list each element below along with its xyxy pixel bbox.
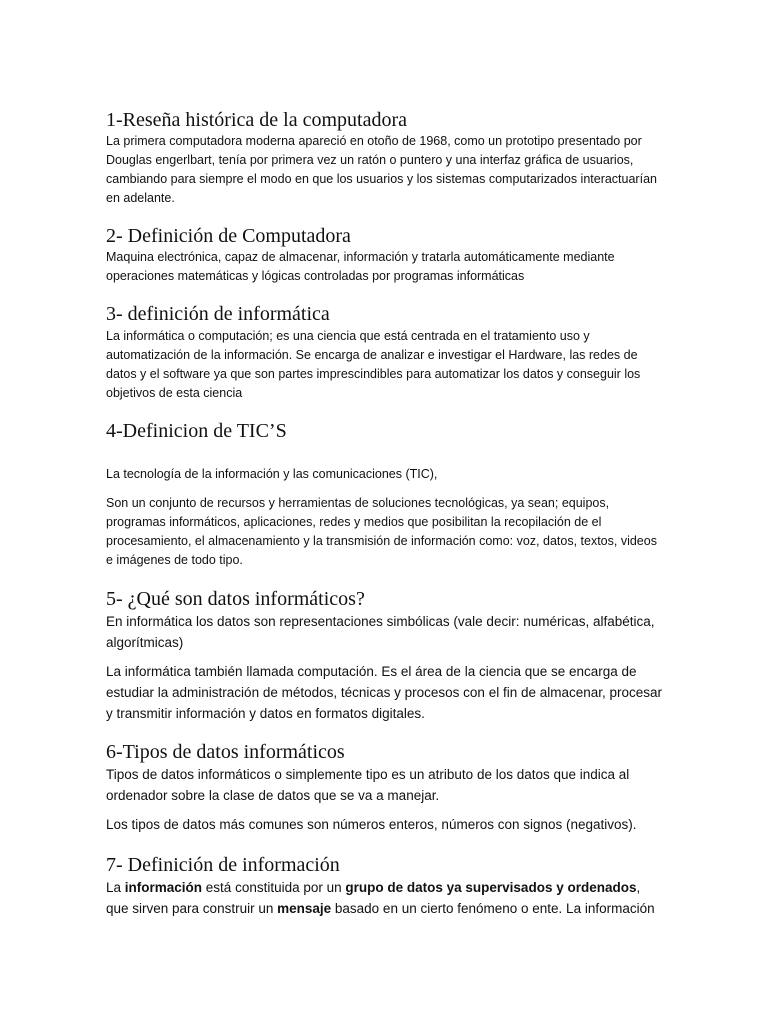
- section-6-paragraph-1: Tipos de datos informáticos o simplemente tipo es un atributo de los datos que indica al ordenador sobre la clase de datos que se va a manejar.: [106, 767, 630, 803]
- section-4-heading: 4-Definicion de TIC’S: [106, 420, 287, 442]
- section-1-heading: 1-Reseña histórica de la computadora: [106, 109, 407, 131]
- section-2-heading: 2- Definición de Computadora: [106, 225, 351, 247]
- section-4-paragraph-2: Son un conjunto de recursos y herramientas de soluciones tecnológicas, ya sean; equipos, programas informáticos, aplicaciones, redes y medios que posibilitan la recopilación de el procesamiento, el almacenamiento y la transmisión de información como: voz, datos, textos, videos e imágenes de todo tipo.: [106, 496, 657, 567]
- section-5-paragraph-2: La informática también llamada computación. Es el área de la ciencia que se encarga de estudiar la administración de métodos, técnicas y procesos con el fin de almacenar, procesar y transmitir información y datos en formatos digitales.: [106, 664, 663, 721]
- section-2-paragraph: Maquina electrónica, capaz de almacenar, información y tratarla automáticamente mediante operaciones matemáticas y lógicas controladas por programas informáticas: [106, 250, 615, 283]
- section-6-paragraph-2: Los tipos de datos más comunes son números enteros, números con signos (negativos).: [106, 817, 637, 832]
- section-6-heading: 6-Tipos de datos informáticos: [106, 741, 345, 763]
- text-run: basado en un cierto fenómeno o ente. La información: [331, 901, 655, 916]
- bold-term-mensaje: mensaje: [277, 901, 332, 916]
- section-7-paragraph: [106, 877, 666, 919]
- section-3-paragraph: La informática o computación; es una ciencia que está centrada en el tratamiento uso y automatización de la información. Se encarga de analizar e investigar el Hardware, las redes de datos y el software ya que son partes imprescindibles para automatizar los datos y conseguir los objetivos de esta ciencia: [106, 329, 641, 400]
- bold-term-informacion: información: [124, 880, 203, 895]
- text-run: La: [106, 880, 125, 895]
- text-run: está constituida por un: [202, 880, 346, 895]
- section-5-heading: 5- ¿Qué son datos informáticos?: [106, 588, 365, 610]
- section-3-heading: 3- definición de informática: [106, 303, 330, 325]
- section-1-paragraph: La primera computadora moderna apareció en otoño de 1968, como un prototipo presentado por Douglas engerlbart, tenía por primera vez un ratón o puntero y una interfaz gráfica de usuarios, cambiando para siempre el modo en que los usuarios y los sistemas computarizados interactuarían en adelante.: [106, 134, 657, 205]
- section-5-paragraph-1: En informática los datos son representaciones simbólicas (vale decir: numéricas, alfabética, algorítmicas): [106, 614, 655, 650]
- section-4-paragraph-1: La tecnología de la información y las comunicaciones (TIC),: [106, 467, 438, 481]
- text-run: , que sirven para construir un: [106, 880, 641, 916]
- section-7-heading: 7- Definición de información: [106, 854, 340, 876]
- bold-term-grupo-de-datos: grupo de datos ya supervisados y ordenados: [345, 880, 637, 895]
